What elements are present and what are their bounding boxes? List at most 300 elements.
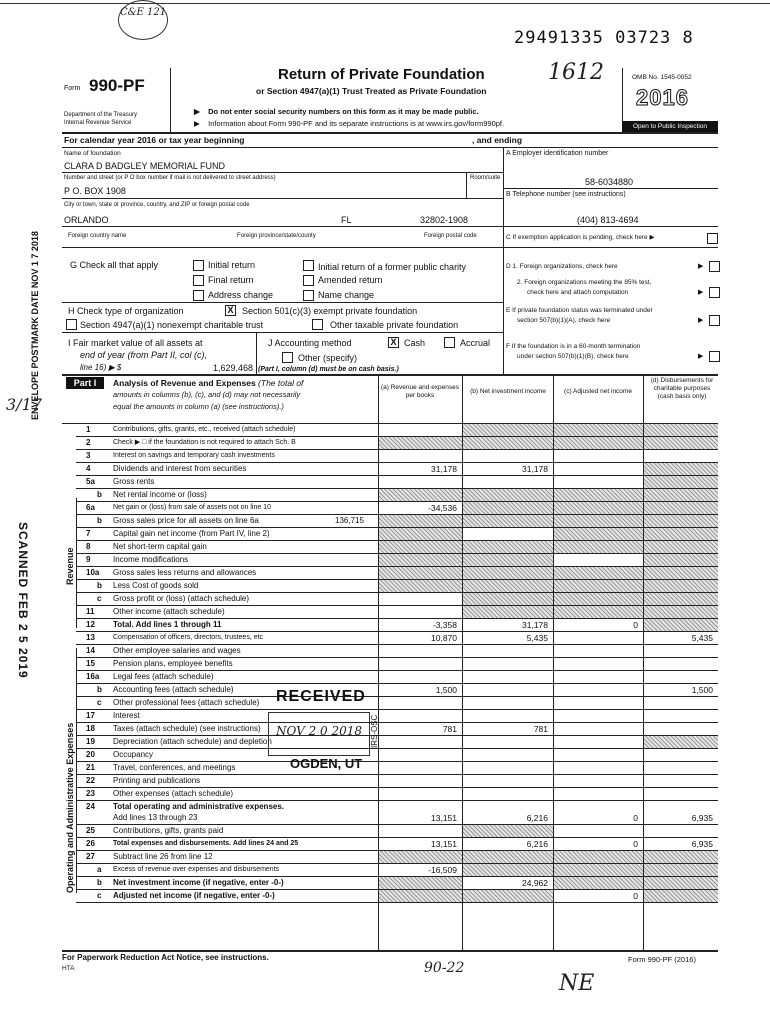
phone-value: (404) 813-4694	[577, 215, 639, 225]
h-other-label: Other taxable private foundation	[330, 320, 459, 330]
line-label: Income modifications	[113, 555, 189, 564]
street-label: Number and street (or P O box number if mail is not delivered to street address)	[64, 175, 276, 181]
shaded-cell	[554, 502, 643, 514]
shaded-cell	[463, 606, 553, 618]
shaded-cell	[463, 567, 553, 579]
shaded-cell	[644, 541, 718, 553]
line-sub-letter: c	[97, 594, 102, 603]
value-col-b: 6,216	[526, 839, 548, 849]
d1-arrow: ▶	[698, 263, 704, 270]
line-label: Taxes (attach schedule) (see instructions)	[113, 724, 261, 733]
i-label-2: end of year (from Part II, col (c),	[80, 350, 208, 360]
omb-number: OMB No. 1545-0052	[632, 74, 692, 81]
d1-label: D 1. Foreign organizations, check here	[506, 263, 618, 270]
part1-desc2: amounts in columns (b), (c), and (d) may not necessarily	[113, 390, 301, 399]
line-label: Net investment income (if negative, enter -0-)	[113, 878, 284, 887]
line-number: 10a	[86, 568, 100, 577]
line-label: Accounting fees (attach schedule)	[113, 685, 234, 694]
exemption-pending-label: C If exemption application is pending, check here ▶	[506, 234, 655, 241]
col-b-header: (b) Net investment income	[470, 388, 546, 395]
shaded-cell	[463, 593, 553, 605]
shaded-cell	[644, 864, 718, 876]
value-col-a: 13,151	[431, 813, 457, 823]
handwritten-side: 3/17	[6, 395, 42, 414]
shaded-cell	[554, 864, 643, 876]
name-change-checkbox[interactable]	[303, 290, 314, 301]
rule-footer	[62, 950, 718, 952]
line-number: 2	[86, 438, 91, 447]
line-number: 23	[86, 789, 95, 798]
form-subtitle: or Section 4947(a)(1) Trust Treated as Private Foundation	[256, 86, 487, 96]
shaded-cell	[379, 851, 462, 863]
tax-year: 2016	[636, 85, 689, 110]
col-c-header: (c) Adjusted net income	[564, 388, 632, 395]
f-label-1: F If the foundation is in a 60-month termination	[506, 343, 641, 350]
shaded-cell	[644, 619, 718, 631]
accrual-checkbox[interactable]	[444, 337, 455, 348]
line-number: 13	[86, 633, 95, 642]
value-col-b: 5,435	[526, 633, 548, 643]
name-label: Name of foundation	[64, 150, 121, 157]
org-divider	[503, 147, 504, 247]
row-rule	[76, 735, 718, 736]
value-col-c: 0	[633, 891, 638, 901]
shaded-cell	[554, 580, 643, 592]
line-number: 20	[86, 750, 95, 759]
shaded-cell	[379, 437, 462, 449]
and-ending: , and ending	[472, 135, 523, 145]
form-number: 990-PF	[89, 76, 145, 95]
line-label: Other professional fees (attach schedule)	[113, 698, 260, 707]
row-rule	[76, 722, 718, 723]
h-label: H Check type of organization	[68, 306, 184, 316]
row-rule	[76, 761, 718, 762]
ij-divider	[256, 332, 257, 374]
postmark-stamp: ENVELOPE POSTMARK DATE NOV 1 7 2018	[30, 231, 40, 420]
room-label: Room/suite	[470, 175, 501, 181]
line-number: 11	[86, 607, 95, 616]
shaded-cell	[644, 424, 718, 436]
hta-label: HTA	[62, 965, 75, 972]
shaded-cell	[644, 502, 718, 514]
ce-stamp: C&E 121	[118, 0, 168, 40]
irs-label: Internal Revenue Service	[64, 120, 132, 126]
shaded-cell	[644, 593, 718, 605]
line-label: Legal fees (attach schedule)	[113, 672, 214, 681]
i-label-1: I Fair market value of all assets at	[68, 338, 203, 348]
line-sub-letter: c	[97, 891, 102, 900]
shaded-cell	[644, 528, 718, 540]
row-rule	[76, 824, 718, 825]
line-number: 5a	[86, 477, 95, 486]
shaded-cell	[463, 541, 553, 553]
value-col-d: 5,435	[691, 633, 713, 643]
value-col-b: 31,178	[522, 464, 548, 474]
document-locator-number: 29491335 03723 8	[514, 28, 694, 48]
line-number: 25	[86, 826, 95, 835]
line-sub-letter: c	[97, 698, 102, 707]
shaded-cell	[644, 580, 718, 592]
line-label: Adjusted net income (if negative, enter -0-)	[113, 891, 275, 900]
f-arrow: ▶	[698, 353, 704, 360]
shaded-cell	[379, 489, 462, 501]
d2-label-a: 2. Foreign organizations meeting the 85% test,	[517, 279, 652, 286]
line-label: Contributions, gifts, grants, etc., received (attach schedule)	[113, 426, 296, 433]
line-number: 9	[86, 555, 91, 564]
line-number: 7	[86, 529, 91, 538]
shaded-cell	[644, 567, 718, 579]
line-label: Total operating and administrative expenses.	[113, 802, 285, 811]
row-rule	[76, 748, 718, 749]
rule-g	[62, 302, 503, 303]
line-label: Net short-term capital gain	[113, 542, 207, 551]
line-label: Compensation of officers, directors, trustees, etc	[113, 634, 264, 641]
row-rule	[76, 696, 718, 697]
value-col-c: 0	[633, 839, 638, 849]
line-number: 3	[86, 451, 91, 460]
shaded-cell	[379, 877, 462, 889]
line-label: Subtract line 26 from line 12	[113, 852, 213, 861]
line-sub-letter: b	[97, 516, 102, 525]
j-note: (Part I, column (d) must be on cash basis.)	[258, 366, 399, 373]
state-value: FL	[341, 215, 352, 225]
h-other-checkbox[interactable]	[312, 319, 323, 330]
g-label: G Check all that apply	[70, 260, 159, 270]
dept-treasury: Department of the Treasury	[64, 112, 138, 118]
line-sub-letter: b	[97, 685, 102, 694]
received-date: NOV 2 0 2018	[276, 724, 363, 738]
shaded-cell	[379, 554, 462, 566]
rule-cal-year-bottom	[62, 147, 718, 148]
open-public-banner: Open to Public Inspection	[622, 121, 718, 132]
f-checkbox[interactable]	[709, 351, 720, 362]
rule-street-bottom	[62, 198, 503, 199]
shaded-cell	[554, 877, 643, 889]
line-number: 15	[86, 659, 95, 668]
ogden-text: OGDEN, UT	[290, 756, 363, 771]
shaded-cell	[463, 554, 553, 566]
f-label-2: under section 507(b)(1)(B), check here	[517, 353, 629, 360]
line-number: 16a	[86, 672, 100, 681]
ein-label: A Employer identification number	[506, 150, 609, 157]
shaded-cell	[554, 567, 643, 579]
cash-label: Cash	[404, 338, 426, 348]
shaded-cell	[644, 877, 718, 889]
line-number: 17	[86, 711, 95, 720]
h-501c3-checkbox[interactable]: X	[225, 305, 236, 316]
rule-col-headers	[62, 423, 718, 424]
other-method-checkbox[interactable]	[282, 352, 293, 363]
top-rule	[0, 3, 770, 4]
line-number: 22	[86, 776, 95, 785]
shaded-cell	[554, 606, 643, 618]
line-label: Net rental income or (loss)	[113, 490, 207, 499]
shaded-cell	[463, 515, 553, 527]
amended-return-label: Amended return	[318, 275, 383, 285]
rule-cal-year-top	[62, 132, 718, 134]
i-label-3: line 16) ▶ $	[80, 363, 122, 372]
row-rule	[76, 800, 718, 801]
street-value: P O. BOX 1908	[64, 186, 126, 196]
exemption-pending-checkbox[interactable]	[707, 233, 718, 244]
d2-label-b: check here and attach computation	[527, 289, 629, 296]
line-label: Interest on savings and temporary cash investments	[113, 452, 275, 459]
gdh-divider	[503, 247, 504, 374]
line-label: Less Cost of goods sold	[113, 581, 199, 590]
initial-former-checkbox[interactable]	[303, 260, 314, 271]
value-col-b: 31,178	[522, 620, 548, 630]
value-col-b: 6,216	[526, 813, 548, 823]
line-label-cont: Add lines 13 through 23	[113, 813, 198, 822]
part1-desc1: (The total of	[258, 378, 304, 388]
revenue-side-text: Revenue	[65, 547, 75, 585]
value-col-a: 13,151	[431, 839, 457, 849]
amended-return-checkbox[interactable]	[303, 275, 314, 286]
line-label: Gross profit or (loss) (attach schedule)	[113, 594, 250, 603]
line-label: Other expenses (attach schedule)	[113, 789, 234, 798]
shaded-cell	[463, 437, 553, 449]
shaded-cell	[554, 851, 643, 863]
row-rule	[76, 709, 718, 710]
line-label: Check ▶ □ if the foundation is not required to attach Sch. B	[113, 439, 296, 446]
shaded-cell	[554, 541, 643, 553]
row-rule	[76, 657, 718, 658]
e-checkbox[interactable]	[709, 315, 720, 326]
row-rule	[76, 631, 718, 632]
row-rule	[76, 618, 718, 619]
info-line: ▶ Information about Form 990-PF and its separate instructions is at www.irs.gov/form990pf.	[194, 119, 505, 128]
shaded-cell	[379, 541, 462, 553]
col-d-header: (d) Disbursements for charitable purposes (cash basis only)	[650, 377, 714, 400]
handwritten-1612: 1612	[548, 60, 604, 85]
row-rule	[76, 902, 718, 903]
shaded-cell	[644, 890, 718, 902]
value-col-d: 1,500	[691, 685, 713, 695]
final-return-checkbox[interactable]	[193, 275, 204, 286]
fmv-value: 1,629,468	[213, 363, 254, 373]
e-arrow: ▶	[698, 317, 704, 324]
shaded-cell	[644, 437, 718, 449]
row-rule	[76, 462, 718, 463]
line-number: 8	[86, 542, 91, 551]
value-col-a: 781	[442, 724, 457, 734]
pra-notice: For Paperwork Reduction Act Notice, see instructions.	[62, 953, 269, 962]
foreign-85-checkbox[interactable]	[709, 287, 720, 298]
line-label: Other employee salaries and wages	[113, 646, 241, 655]
ein-value: 58-6034880	[585, 177, 634, 187]
rule-foreign	[62, 247, 718, 248]
header-divider-left	[170, 68, 171, 132]
foundation-name: CLARA D BADGLEY MEMORIAL FUND	[64, 161, 226, 171]
initial-former-label: Initial return of a former public charity	[318, 262, 467, 272]
shaded-cell	[644, 851, 718, 863]
other-method-label: Other (specify)	[298, 353, 358, 363]
line-inline-value: 136,715	[335, 516, 364, 525]
cash-checkbox[interactable]: X	[388, 337, 399, 348]
rule-city	[62, 226, 718, 227]
col-a-header: (a) Revenue and expenses per books	[380, 384, 460, 399]
h-4947-label: Section 4947(a)(1) nonexempt charitable trust	[80, 320, 264, 330]
shaded-cell	[644, 554, 718, 566]
line-sub-letter: b	[97, 490, 102, 499]
part1-tag: Part I	[66, 377, 104, 389]
line-label: Net gain or (loss) from sale of assets not on line 10	[113, 504, 271, 511]
foreign-postal-label: Foreign postal code	[424, 233, 477, 239]
initial-return-label: Initial return	[208, 260, 256, 270]
rule-part1-top	[62, 374, 718, 376]
room-divider	[466, 172, 467, 198]
shaded-cell	[554, 528, 643, 540]
shaded-cell	[379, 580, 462, 592]
shaded-cell	[379, 528, 462, 540]
shaded-cell	[463, 825, 553, 837]
shaded-cell	[644, 476, 718, 488]
address-change-checkbox[interactable]	[193, 290, 204, 301]
shaded-cell	[644, 463, 718, 475]
received-stamp	[252, 688, 380, 780]
value-col-b: 781	[533, 724, 548, 734]
value-col-c: 0	[633, 813, 638, 823]
line-label: Occupancy	[113, 750, 154, 759]
line-label: Depreciation (attach schedule) and depletion	[113, 737, 272, 746]
line-number: 26	[86, 839, 95, 848]
e-label-2: section 507(b)(1)(A), check here	[517, 317, 611, 324]
d2-arrow: ▶	[698, 289, 704, 296]
foreign-country-label: Foreign country name	[68, 233, 127, 239]
form-title: Return of Private Foundation	[278, 66, 485, 83]
address-change-label: Address change	[208, 290, 274, 300]
h-4947-checkbox[interactable]	[66, 319, 77, 330]
e-label-1: E If private foundation status was terminated under	[506, 307, 653, 314]
row-rule	[76, 670, 718, 671]
value-col-a: 31,178	[431, 464, 457, 474]
line-number: 19	[86, 737, 95, 746]
line-label: Gross sales price for all assets on line 6a	[113, 516, 259, 525]
line-label: Pension plans, employee benefits	[113, 659, 233, 668]
zip-value: 32802-1908	[420, 215, 469, 225]
shaded-cell	[379, 890, 462, 902]
line-label: Travel, conferences, and meetings	[113, 763, 236, 772]
line-sub-letter: b	[97, 581, 102, 590]
value-col-b: 24,962	[522, 878, 548, 888]
line-label: Interest	[113, 711, 140, 720]
line-label: Excess of revenue over expenses and disbursements	[113, 866, 280, 873]
line-number: 18	[86, 724, 95, 733]
irs-osc-text: IRS-OSC	[370, 714, 379, 748]
ssn-warning: ▶ Do not enter social security numbers on this form as it may be made public.	[194, 107, 479, 116]
shaded-cell	[463, 502, 553, 514]
j-label: J Accounting method	[268, 338, 352, 348]
shaded-cell	[463, 890, 553, 902]
value-col-a: -16,509	[428, 865, 457, 875]
line-number: 1	[86, 425, 91, 434]
line-label: Printing and publications	[113, 776, 201, 785]
form-prefix: Form	[64, 85, 81, 92]
row-rule	[76, 644, 718, 645]
name-change-label: Name change	[318, 290, 375, 300]
line-number: 14	[86, 646, 95, 655]
rule-street	[503, 188, 718, 189]
shaded-cell	[554, 424, 643, 436]
value-col-d: 6,935	[691, 813, 713, 823]
row-rule	[76, 475, 718, 476]
shaded-cell	[379, 567, 462, 579]
phone-label: B Telephone number (see instructions)	[506, 191, 626, 198]
city-value: ORLANDO	[64, 215, 109, 225]
line-number: 12	[86, 620, 95, 629]
line-label: Gross sales less returns and allowances	[113, 568, 257, 577]
value-col-a: 10,870	[431, 633, 457, 643]
line-label: Total expenses and disbursements. Add lines 24 and 25	[113, 840, 299, 847]
value-col-a: -34,536	[428, 503, 457, 513]
line-number: 6a	[86, 503, 95, 512]
row-rule	[76, 683, 718, 684]
shaded-cell	[644, 606, 718, 618]
foreign-org-checkbox[interactable]	[709, 261, 720, 272]
shaded-cell	[644, 736, 718, 748]
shaded-cell	[463, 424, 553, 436]
shaded-cell	[644, 489, 718, 501]
shaded-cell	[554, 489, 643, 501]
initial-return-checkbox[interactable]	[193, 260, 204, 271]
calendar-year: For calendar year 2016 or tax year beginning	[64, 135, 245, 145]
handwritten-sig: 90-22	[424, 960, 465, 976]
value-col-a: -3,358	[432, 620, 457, 630]
line-number: 4	[86, 464, 91, 473]
line-label: Other income (attach schedule)	[113, 607, 225, 616]
value-col-a: 1,500	[435, 685, 457, 695]
line-number: 24	[86, 802, 95, 811]
row-rule	[76, 787, 718, 788]
rule-h	[62, 332, 503, 333]
shaded-cell	[463, 580, 553, 592]
shaded-cell	[554, 515, 643, 527]
line-label: Capital gain net income (from Part IV, line 2)	[113, 529, 270, 538]
shaded-cell	[554, 437, 643, 449]
h-501c3-label: Section 501(c)(3) exempt private foundation	[242, 306, 418, 316]
shaded-cell	[463, 864, 553, 876]
shaded-cell	[379, 515, 462, 527]
line-sub-letter: a	[97, 865, 102, 874]
row-rule	[76, 837, 718, 838]
line-label: Dividends and interest from securities	[113, 464, 247, 473]
scanned-stamp: SCANNED FEB 2 5 2019	[16, 522, 30, 679]
expenses-side-text: Operating and Administrative Expenses	[65, 722, 75, 893]
line-number: 27	[86, 852, 95, 861]
line-sub-letter: b	[97, 878, 102, 887]
value-col-c: 0	[633, 620, 638, 630]
row-rule	[76, 774, 718, 775]
part1-desc3: equal the amounts in column (a) (see instructions).)	[113, 402, 284, 411]
line-label: Gross rents	[113, 477, 155, 486]
accrual-label: Accrual	[460, 338, 491, 348]
line-label: Contributions, gifts, grants paid	[113, 826, 224, 835]
shaded-cell	[463, 489, 553, 501]
foreign-province-label: Foreign province/state/county	[237, 233, 316, 239]
line-number: 21	[86, 763, 95, 772]
city-label: City or town, state or province, country, and ZIP or foreign postal code	[64, 202, 250, 208]
received-text: RECEIVED	[276, 688, 366, 705]
part1-title: Analysis of Revenue and Expenses (The total of	[113, 378, 304, 388]
shaded-cell	[554, 593, 643, 605]
shaded-cell	[644, 515, 718, 527]
row-rule	[76, 449, 718, 450]
value-col-d: 6,935	[691, 839, 713, 849]
line-label: Total. Add lines 1 through 11	[113, 620, 222, 629]
form-ref: Form 990-PF (2016)	[628, 955, 696, 964]
final-return-label: Final return	[208, 275, 254, 285]
shaded-cell	[463, 851, 553, 863]
